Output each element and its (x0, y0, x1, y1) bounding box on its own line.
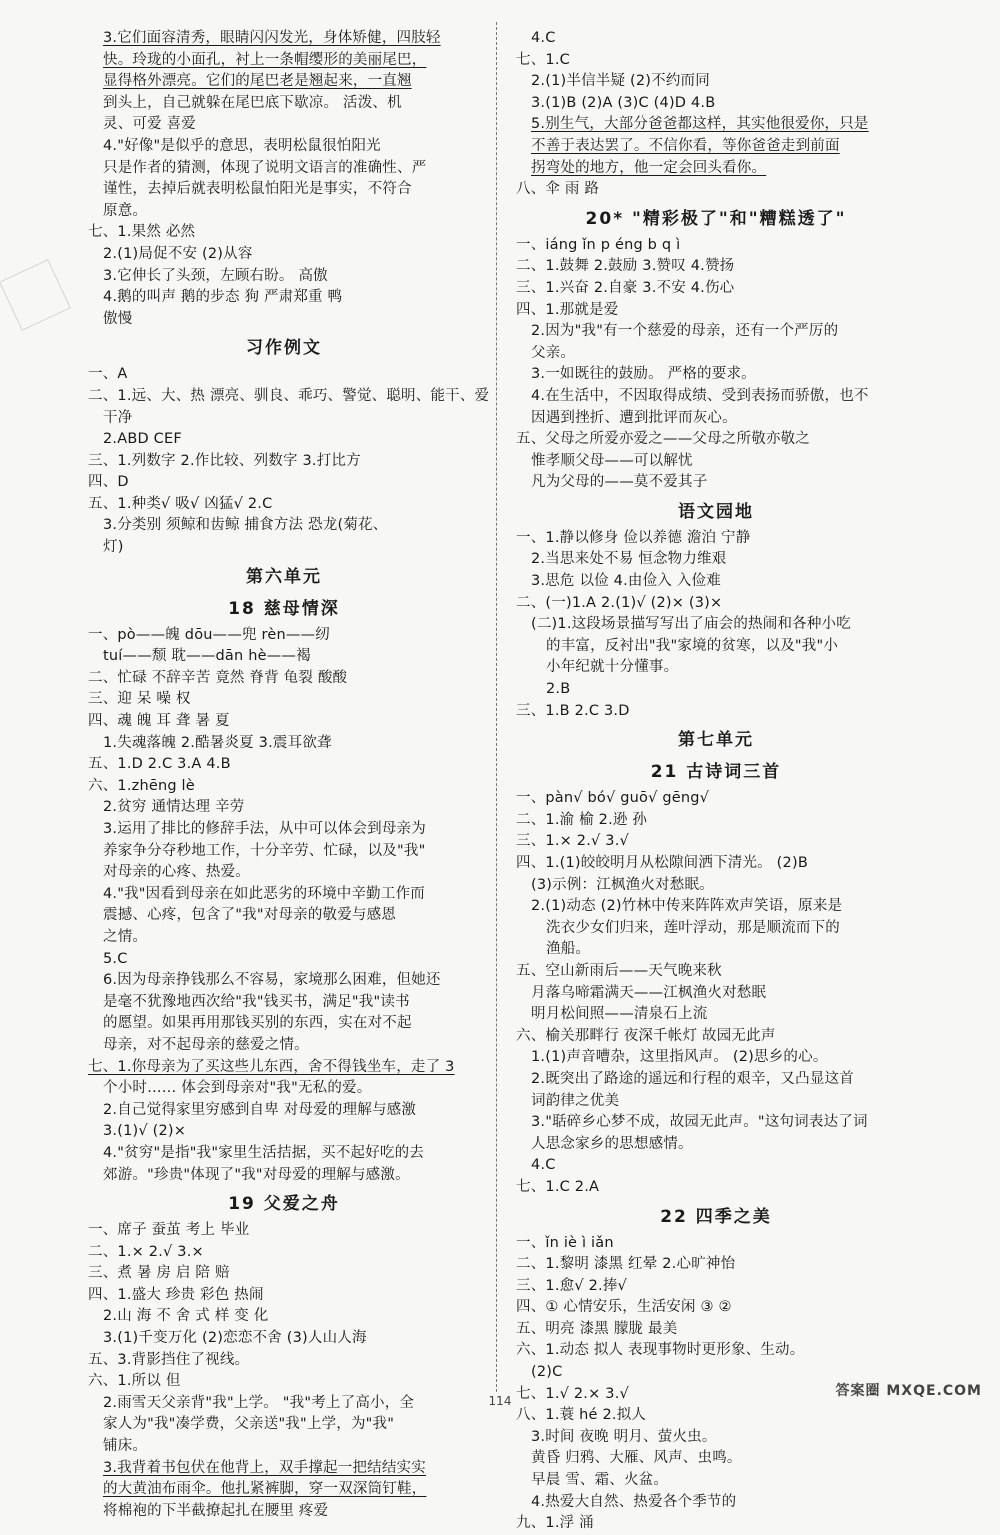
answer-line: 三、1.B 2.C 3.D (516, 702, 630, 719)
answer-line: 一、1.静以修身 俭以养德 澹泊 宁静 (516, 529, 751, 546)
section-heading: 21 古诗词三首 (650, 762, 782, 783)
answer-line: 对母亲的心疼、热爱。 (103, 864, 250, 881)
answer-line: 4.C (531, 30, 556, 46)
answer-line: 震撼、心疼，包含了"我"对母亲的敬爱与感恩 (103, 907, 397, 924)
left-column (88, 28, 490, 1522)
answer-line: 月落乌啼霜满天——江枫渔火对愁眠 (531, 984, 767, 1001)
answer-line: 一、A (88, 366, 128, 383)
answer-line: 二、1.渝 榆 2.逊 孙 (516, 811, 648, 828)
section-heading: 语文园地 (678, 501, 754, 522)
answer-line: 八、伞 雨 路 (516, 181, 600, 198)
answer-line: 五、父母之所爱亦爱之——父母之所敬亦敬之 (516, 431, 810, 448)
answer-line: 3.(1)B (2)A (3)C (4)D 4.B (531, 94, 716, 111)
answer-line: 一、席子 蚕茧 考上 毕业 (88, 1222, 250, 1239)
answer-line: 五、1.D 2.C 3.A 4.B (88, 756, 231, 773)
answer-line: 洗衣少女们归来，莲叶浮动，那是顺流而下的 (546, 919, 840, 936)
answer-line: 5.C (103, 950, 128, 967)
answer-line: 四、D (88, 474, 129, 491)
answer-line: 四、1.盛大 珍贵 彩色 热闹 (88, 1286, 264, 1303)
answer-line: 的丰富，反衬出"我"家境的贫寒，以及"我"小 (546, 637, 839, 654)
answer-line: 2.(1)半信半疑 (2)不约而同 (531, 73, 710, 90)
answer-line: 二、1.鼓舞 2.鼓励 3.赞叹 4.赞扬 (516, 258, 735, 275)
answer-line: 三、1.兴奋 2.自豪 3.不安 4.伤心 (516, 279, 735, 296)
answer-line: 四、① 心情安乐，生活安闲 ③ ② (516, 1299, 732, 1316)
answer-line: 之情。 (103, 928, 148, 945)
answer-line: 母亲，对不起母亲的慈爱之情。 (103, 1036, 309, 1053)
answer-line: 的愿望。如果再用那钱买别的东西，实在对不起 (103, 1015, 412, 1032)
answer-line: 一、ǐn iè ì iǎn (516, 1234, 614, 1251)
answer-line: 3.它伸长了头颈，左顾右盼。 高傲 (103, 267, 328, 284)
answer-line: 2.山 海 不 舍 式 样 变 化 (103, 1308, 269, 1325)
answer-line: 渔船。 (546, 941, 591, 958)
stamp-mark (0, 259, 71, 331)
answer-line: 七、1.C 2.A (516, 1178, 600, 1195)
answer-line: 干净 (103, 409, 133, 426)
answer-line: 三、迎 呆 噪 权 (88, 691, 191, 708)
answer-line: 只是作者的猜测，体现了说明文语言的准确性、严 (103, 159, 427, 176)
answer-line: 2.B (546, 681, 571, 698)
answer-line: 惟孝顺父母——可以解忧 (531, 452, 693, 469)
answer-line: 2.雨雪天父亲背"我"上学。 "我"考上了高小，全 (103, 1394, 415, 1411)
answer-line: 2.贫穷 通情达理 辛劳 (103, 799, 245, 816)
answer-line: 6.因为母亲挣钱那么不容易，家境那么困难，但她还 (103, 972, 441, 989)
answer-line: 将棉袍的下半截撩起扎在腰里 疼爱 (103, 1502, 329, 1519)
right-column (516, 28, 916, 1535)
answer-line: 父亲。 (531, 344, 576, 361)
answer-line: 七、1.√ 2.× 3.√ (516, 1385, 629, 1402)
answer-line: 五、3.背影挡住了视线。 (88, 1351, 250, 1368)
answer-line: 二、忙碌 不辞辛苦 竟然 脊背 龟裂 酸酸 (88, 669, 348, 686)
answer-line: 2.(1)动态 (2)竹林中传来阵阵欢声笑语，原来是 (531, 898, 843, 915)
answer-line: 三、1.愈√ 2.捧√ (516, 1277, 627, 1294)
answer-line: 养家争分夺秒地工作，十分辛劳、忙碌，以及"我" (103, 842, 426, 859)
answer-line: 个小时…… 体会到母亲对"我"无私的爱。 (103, 1080, 372, 1097)
answer-line: 2.既突出了路途的遥远和行程的艰辛，又凸显这首 (531, 1070, 854, 1087)
answer-line: 5.别生气，大部分爸爸都这样，其实他很爱你，只是 (531, 116, 869, 133)
answer-line: 词韵律之优美 (531, 1092, 620, 1109)
answer-line: 3.(1)千变万化 (2)恋恋不舍 (3)人山人海 (103, 1330, 367, 1347)
answer-line: (二)1.这段场景描写写出了庙会的热闹和各种小吃 (531, 616, 851, 633)
answer-line: 黄昏 归鸦、大雁、风声、虫鸣。 (531, 1450, 742, 1467)
answer-line: 快。玲珑的小面孔，衬上一条帽缨形的美丽尾巴， (103, 51, 427, 68)
answer-line: 人思念家乡的思想感情。 (531, 1135, 693, 1152)
answer-line: 3.运用了排比的修辞手法，从中可以体会到母亲为 (103, 821, 426, 837)
answer-line: 五、明亮 漆黑 朦胧 最美 (516, 1320, 678, 1337)
page-number: 114 (488, 1394, 512, 1408)
answer-line: 3.(1)√ (2)× (103, 1123, 187, 1140)
watermark: 答案圈 MXQE.COM (835, 1383, 982, 1399)
answer-line: 六、1.动态 拟人 表现事物时更形象、生动。 (516, 1342, 805, 1359)
answer-line: 明月松间照——清泉石上流 (531, 1006, 708, 1023)
answer-line: 4."我"因看到母亲在如此恶劣的环境中辛勤工作而 (103, 885, 425, 902)
answer-line: 3.它们面容清秀，眼睛闪闪发光，身体矫健，四肢轻 (103, 30, 441, 46)
answer-line: 四、魂 魄 耳 聋 暑 夏 (88, 713, 230, 730)
answer-line: 二、1.黎明 漆黑 红晕 2.心旷神怡 (516, 1256, 736, 1273)
answer-line: 4.热爱大自然、热爱各个季节的 (531, 1493, 737, 1510)
answer-line: 四、1.(1)皎皎明月从松隙间洒下清光。 (2)B (516, 855, 808, 871)
answer-line: 六、1.zhēng lè (88, 777, 195, 794)
answer-line: 是毫不犹豫地西次给"我"钱买书，满足"我"读书 (103, 993, 410, 1010)
answer-line: 因遇到挫折、遭到批评而灰心。 (531, 409, 737, 426)
section-heading: 第六单元 (246, 566, 322, 587)
section-heading: 19 父爱之舟 (228, 1194, 340, 1215)
answer-line: 六、1.所以 但 (88, 1373, 181, 1390)
column-divider (496, 22, 497, 1392)
answer-line: 2.(1)局促不安 (2)从容 (103, 245, 253, 262)
answer-line: 五、空山新雨后——天气晚来秋 (516, 962, 722, 979)
section-heading: 第七单元 (678, 730, 754, 751)
answer-line: 4."好像"是似乎的意思，表明松鼠很怕阳光 (103, 137, 381, 154)
answer-line: 2.当思来处不易 恒念物力维艰 (531, 551, 727, 568)
answer-line: 铺床。 (103, 1438, 148, 1455)
answer-line: 二、1.远、大、热 漂亮、驯良、乖巧、警觉、聪明、能干、爱 (88, 387, 490, 404)
answer-line: 一、iáng ǐn p éng b q ì (516, 236, 681, 253)
answer-line: 六、榆关那畔行 夜深千帐灯 故园无此声 (516, 1027, 776, 1044)
answer-line: 郊游。"珍贵"体现了"我"对母爱的理解与感激。 (103, 1166, 410, 1183)
answer-line: 傲慢 (103, 310, 133, 327)
answer-line: 早晨 雪、霜、火盆。 (531, 1472, 669, 1489)
answer-line: 3."聒碎乡心梦不成，故园无此声。"这句词表达了词 (531, 1114, 868, 1131)
answer-line: 3.一如既往的鼓励。 严格的要求。 (531, 366, 756, 383)
answer-line: 一、pò——魄 dōu——兜 rèn——纫 (88, 626, 331, 643)
answer-line: 1.(1)声音嘈杂，这里指风声。 (2)思乡的心。 (531, 1049, 828, 1066)
answer-line: 4.鹅的叫声 鹅的步态 狗 严肃郑重 鸭 (103, 289, 343, 306)
answer-line: 3.我背着书包伏在他背上，双手撑起一把结结实实 (103, 1459, 426, 1476)
answer-line: (3)示例：江枫渔火对愁眠。 (531, 876, 714, 893)
answer-line: 五、1.种类√ 吸√ 凶猛√ 2.C (88, 495, 273, 512)
answer-line: 3.时间 夜晚 明月、萤火虫。 (531, 1428, 717, 1445)
answer-line: 四、1.那就是爱 (516, 301, 619, 318)
answer-line: 凡为父母的——莫不爱其子 (531, 474, 708, 491)
answer-line: 三、煮 暑 房 启 陪 赔 (88, 1265, 230, 1282)
answer-line: 小年纪就十分懂事。 (546, 659, 679, 676)
answer-line: 原意。 (103, 202, 148, 219)
answer-line: 一、pàn√ bó√ guō√ gēng√ (516, 790, 710, 807)
answer-line: 2.自己觉得家里穷感到自卑 对母爱的理解与感激 (103, 1101, 417, 1118)
answer-line: 3.分类别 须鲸和齿鲸 捕食方法 恐龙(菊花、 (103, 517, 388, 534)
answer-line: 家人为"我"凑学费，父亲送"我"上学，为"我" (103, 1416, 395, 1433)
section-heading: 习作例文 (246, 338, 322, 359)
answer-line: 三、1.× 2.√ 3.√ (516, 833, 629, 850)
answer-line: 不善于表达罢了。不信你看，等你爸爸走到前面 (531, 137, 840, 154)
answer-line: 到头上，自己就躲在尾巴底下歇凉。 活泼、机 (103, 94, 402, 111)
answer-line: 七、1.C (516, 51, 570, 68)
answer-line: 七、1.果然 必然 (88, 224, 196, 241)
answer-line: 1.失魂落魄 2.酷暑炎夏 3.震耳欲聋 (103, 734, 332, 751)
answer-line: 三、1.列数字 2.作比较、列数字 3.打比方 (88, 452, 361, 469)
section-heading: 22 四季之美 (660, 1206, 772, 1227)
answer-line: 4.在生活中，不因取得成绩、受到表扬而骄傲，也不 (531, 387, 869, 404)
answer-line: (2)C (531, 1364, 563, 1381)
answer-line: 4.C (531, 1157, 556, 1174)
answer-line: 2.因为"我"有一个慈爱的母亲，还有一个严厉的 (531, 323, 839, 340)
answer-line: 八、1.蓑 hé 2.拟人 (516, 1407, 647, 1424)
answer-line: 2.ABD CEF (103, 431, 182, 448)
section-heading: 20* "精彩极了"和"糟糕透了" (585, 208, 847, 229)
answer-line: 二、1.× 2.√ 3.× (88, 1243, 204, 1260)
answer-line: 3.思危 以俭 4.由俭入 入俭难 (531, 573, 721, 590)
answer-line: 灵、可爱 喜爱 (103, 116, 197, 133)
answer-line: 的大黄油布雨伞。他扎紧裤脚，穿一双深筒钉鞋， (103, 1481, 427, 1498)
answer-line: tuí——颓 耽——dān hè——褐 (103, 648, 311, 665)
answer-line: 七、1.你母亲为了买这些儿东西，舍不得钱坐车，走了 3 (88, 1058, 455, 1075)
answer-line: 拐弯处的地方，他一定会回头看你。 (531, 159, 767, 176)
answer-line: 灯) (103, 539, 124, 556)
answer-line: 二、(一)1.A 2.(1)√ (2)× (3)× (516, 594, 723, 611)
answer-line: 显得格外漂亮。它们的尾巴老是翘起来，一直翘 (103, 73, 412, 90)
answer-line: 谨性，去掉后就表明松鼠怕阳光是事实，不符合 (103, 181, 412, 198)
answer-line: 九、1.浮 涌 (516, 1515, 594, 1532)
answer-line: 4."贫穷"是指"我"家里生活拮据，买不起好吃的去 (103, 1144, 425, 1161)
section-heading: 18 慈母情深 (228, 598, 340, 619)
